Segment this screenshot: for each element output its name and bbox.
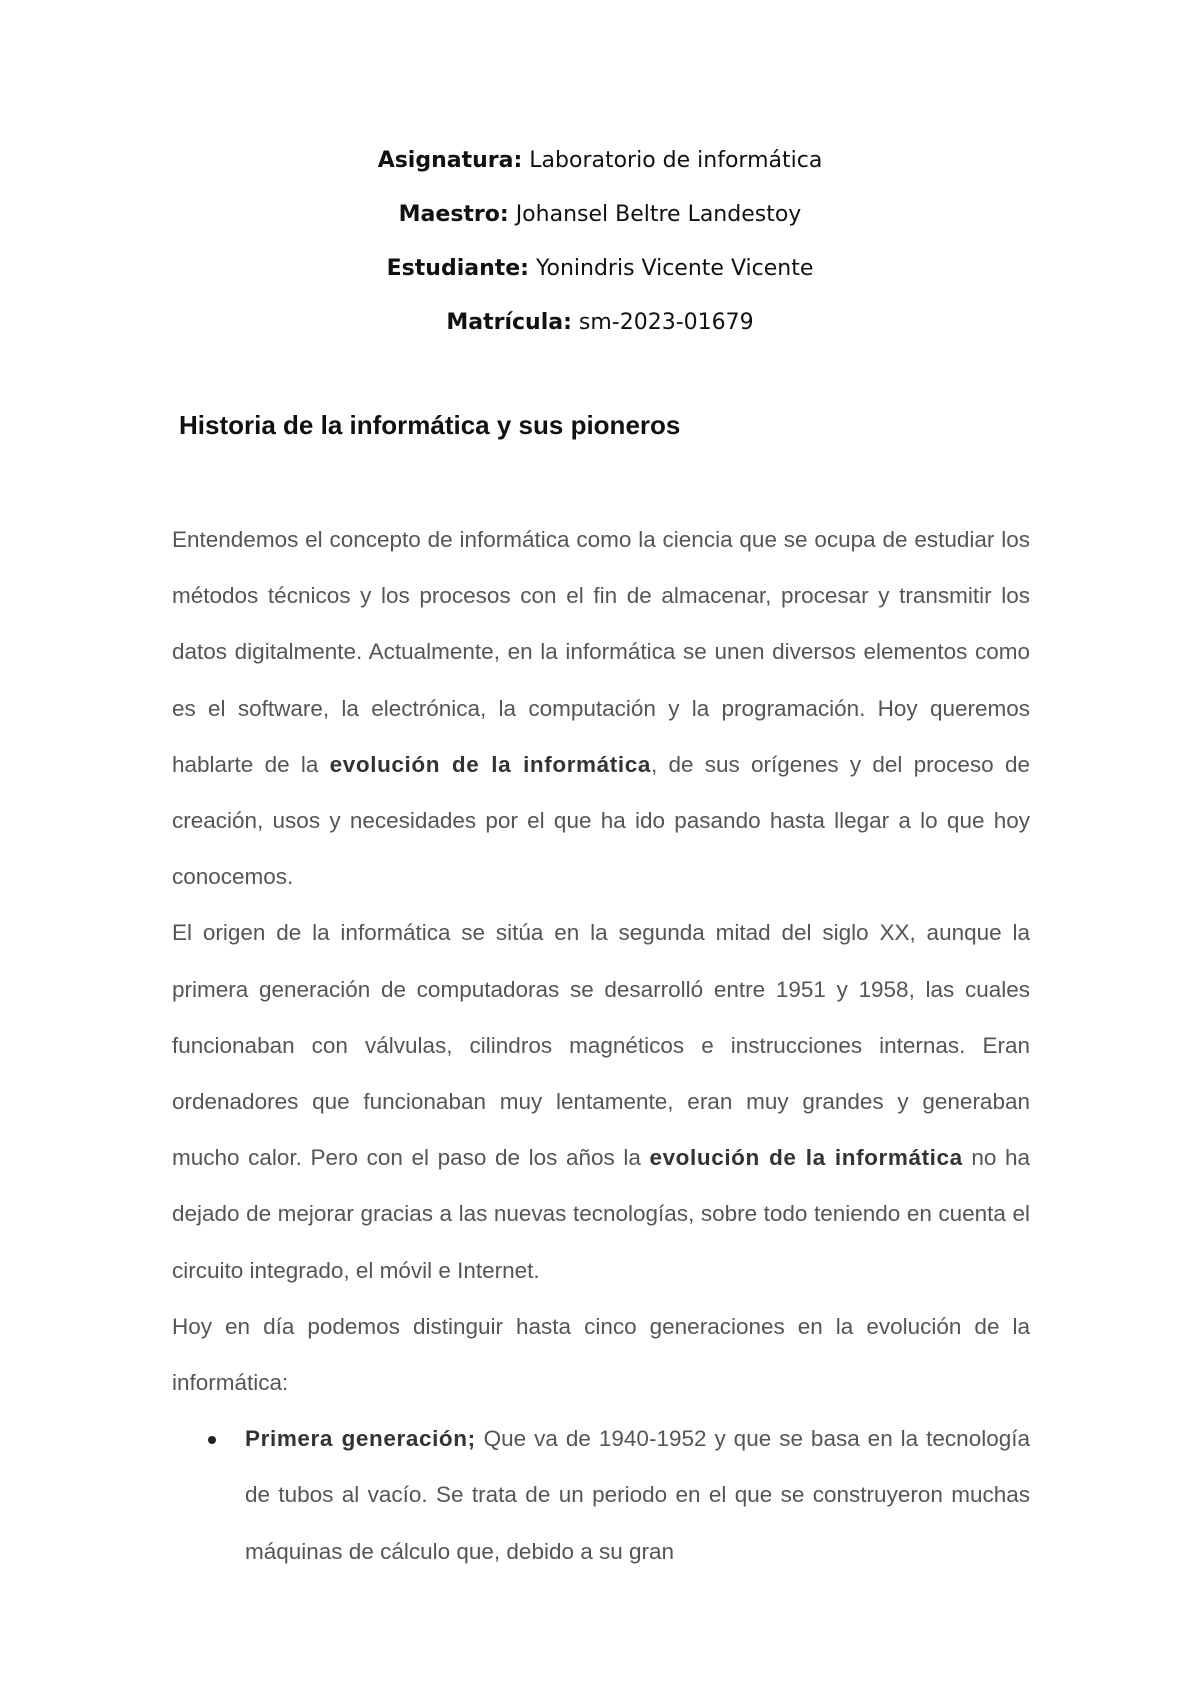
- list-item-heading: Primera generación;: [245, 1426, 476, 1452]
- list-item: [245, 1411, 1030, 1580]
- paragraph-intro: [172, 512, 1030, 905]
- paragraph-intro-emphasis: evolución de la informática: [329, 751, 651, 777]
- subject-label: Asignatura:: [377, 148, 523, 173]
- student-line: [0, 252, 1200, 306]
- enrollment-value: sm-2023-01679: [571, 310, 754, 335]
- student-label: Estudiante:: [386, 256, 529, 281]
- generations-list: [172, 1411, 1030, 1580]
- list-item-text: Que va de 1940-1952 y que se basa en la tecnología de tubos al vacío. Se trata de un periodo en el que se construyeron muchas máquinas de cálculo que, debido a su gran: [245, 1426, 1030, 1564]
- paragraph-origin: [172, 905, 1030, 1298]
- paragraph-origin-text-b: no ha dejado de mejorar gracias a las nuevas tecnologías, sobre todo teniendo en cuenta el circuito integrado, el móvil e Internet.: [172, 1145, 1030, 1283]
- paragraph-origin-text-a: El origen de la informática se sitúa en la segunda mitad del siglo XX, aunque la primera generación de computadoras se desarrolló entre 1951 y 1958, las cuales funcionaban con válvulas, cilindros magnéticos e instrucciones internas. Eran ordenadores que funcionaban muy lentamente, eran muy grandes y generaban mucho calor. Pero con el paso de los años la: [172, 920, 1030, 1171]
- document-title: Historia de la informática y sus pioneros: [179, 410, 681, 440]
- teacher-value: Johansel Beltre Landestoy: [508, 202, 802, 227]
- paragraph-intro-text-a: Entendemos el concepto de informática como la ciencia que se ocupa de estudiar los métodos técnicos y los procesos con el fin de almacenar, procesar y transmitir los datos digitalmente. Actualmente, en la informática se unen diversos elementos como es el software, la electrónica, la computación y la programación. Hoy queremos hablarte de la: [172, 527, 1030, 777]
- paragraph-origin-emphasis: evolución de la informática: [649, 1145, 963, 1171]
- bullet-icon: [208, 1436, 216, 1444]
- paragraph-intro-text-b: , de sus orígenes y del proceso de creación, usos y necesidades por el que ha ido pasando hasta llegar a lo que hoy conocemos.: [172, 751, 1030, 890]
- subject-line: [0, 144, 1200, 198]
- enrollment-line: [0, 306, 1200, 360]
- document-body: [172, 512, 1030, 1580]
- subject-value: Laboratorio de informática: [522, 148, 823, 173]
- paragraph-generations: Hoy en día podemos distinguir hasta cinco generaciones en la evolución de la informática:: [172, 1313, 1030, 1396]
- student-value: Yonindris Vicente Vicente: [528, 256, 814, 281]
- teacher-label: Maestro:: [398, 202, 509, 227]
- enrollment-label: Matrícula:: [446, 310, 572, 335]
- teacher-line: [0, 198, 1200, 252]
- cover-header: [0, 144, 1200, 360]
